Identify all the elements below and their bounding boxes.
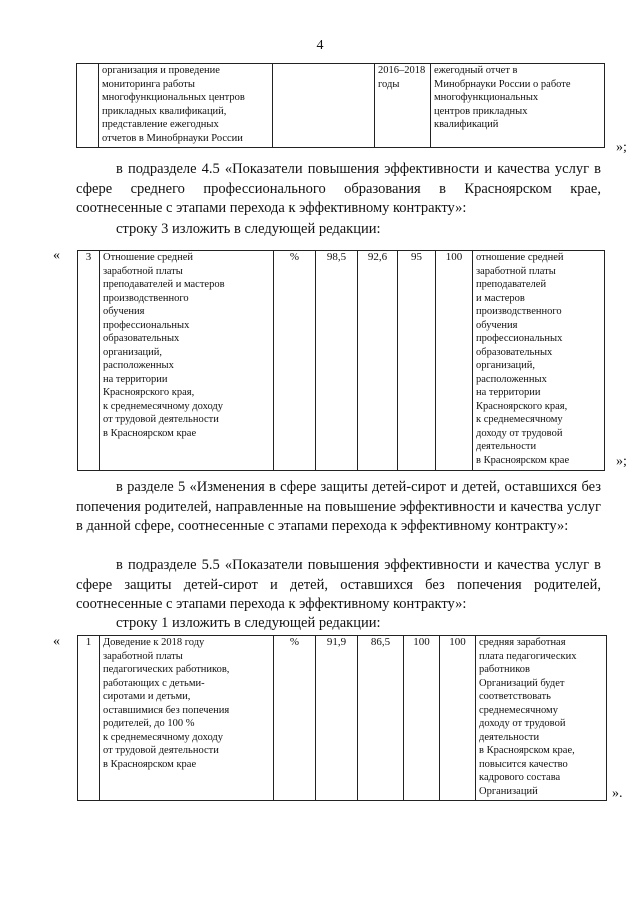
value-cell: 86,5 [358, 636, 404, 801]
page-number: 4 [316, 38, 324, 53]
table-row [78, 636, 607, 801]
value-cell: 92,6 [358, 251, 398, 471]
value-cell: 91,9 [316, 636, 358, 801]
result-cell: средняя заработная плата педагогических работников Организаций будет соответствовать среднемесячному доходу от трудовой деятельности в Красноярском крае, повысится качество кадрового состава Организаций [476, 636, 607, 801]
unit-cell: % [274, 251, 316, 471]
table-cell-activity: организация и проведение мониторинга работы многофункциональных центров прикладных квалификаций, представление ежегодных отчетов в Минобрнауки России [99, 64, 273, 148]
table-cell [77, 64, 99, 148]
table-row-1 [77, 635, 607, 801]
table-row [77, 64, 605, 148]
indicator-name: Доведение к 2018 году заработной платы педагогических работников, работающих с детьми- сиротами и детьми, оставшимися без попечения родителей, до 100 % к среднемесячному доходу от трудовой деятельности в Красноярском крае [100, 636, 274, 801]
instruction-line: строку 1 изложить в следующей редакции: [116, 615, 381, 631]
opening-quote: « [53, 634, 60, 649]
instruction-line: строку 3 изложить в следующей редакции: [116, 221, 381, 237]
closing-quote: »; [616, 454, 627, 469]
table-cell-result: ежегодный отчет в Минобрнауки России о работе многофункциональных центров прикладных квалификаций [431, 64, 605, 148]
closing-quote: »; [616, 140, 627, 155]
paragraph-subsection-5-5: в подразделе 5.5 «Показатели повышения эффективности и качества услуг в сфере защиты детей-сирот и детей, оставшихся без попечения родителей, соотнесенные с этапами перехода к эффективному контракту»: [76, 557, 601, 612]
opening-quote: « [53, 248, 60, 263]
unit-cell: % [274, 636, 316, 801]
table-row-3 [77, 250, 605, 471]
table-cell [273, 64, 375, 148]
value-cell: 100 [440, 636, 476, 801]
result-cell: отношение средней заработной платы преподавателей и мастеров производственного обучения профессиональных образовательных организаций, расположенных на территории Красноярского края, к среднемесячному доходу от трудовой деятельности в Красноярском крае [473, 251, 605, 471]
value-cell: 100 [404, 636, 440, 801]
row-number: 1 [78, 636, 100, 801]
value-cell: 100 [436, 251, 473, 471]
closing-quote: ». [612, 786, 623, 801]
value-cell: 95 [398, 251, 436, 471]
value-cell: 98,5 [316, 251, 358, 471]
row-number: 3 [78, 251, 100, 471]
indicator-name: Отношение средней заработной платы преподавателей и мастеров производственного обучения профессиональных образовательных организаций, расположенных на территории Красноярского края, к среднемесячному доходу от трудовой деятельности в Красноярском крае [100, 251, 274, 471]
table-row [78, 251, 605, 471]
table-cell-period: 2016–2018 годы [375, 64, 431, 148]
table-continuation [76, 63, 605, 148]
paragraph-subsection-4-5: в подразделе 4.5 «Показатели повышения эффективности и качества услуг в сфере среднего профессионального образования в Красноярском крае, соотнесенные с этапами перехода к эффективному контракту»: [76, 161, 601, 216]
paragraph-section-5: в разделе 5 «Изменения в сфере защиты детей-сирот и детей, оставшихся без попечения родителей, направленные на повышение эффективности и качества услуг в данной сфере, соотнесенные с этапами перехода к эффективному контракту»: [76, 479, 601, 534]
